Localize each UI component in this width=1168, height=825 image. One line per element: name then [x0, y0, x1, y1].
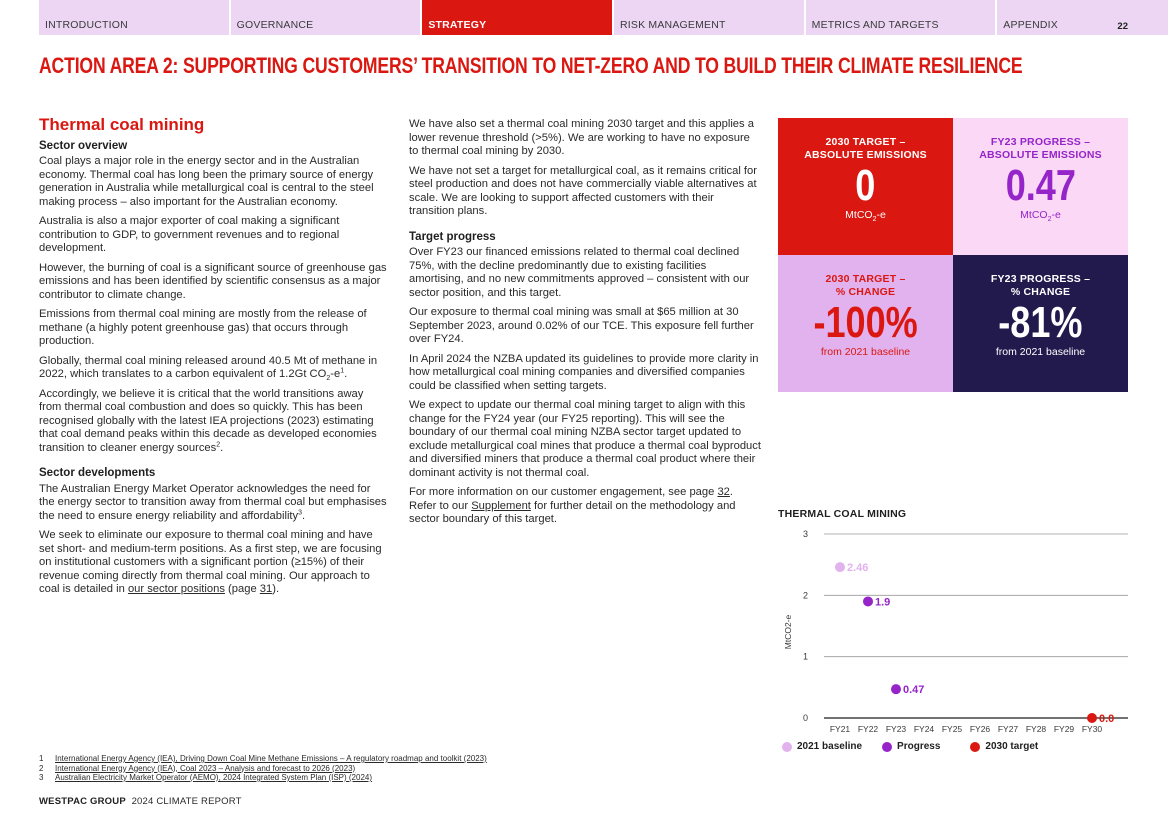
paragraph: Globally, thermal coal mining released around 40.5 Mt of methane in 2022, which translates to a carbon equivalent of 1.2Gt $CO_2-e^1$. [39, 354, 378, 383]
data-label: 0.47 [903, 684, 925, 697]
tab-appendix[interactable]: APPENDIX [997, 0, 1168, 35]
tile-value: -100% [813, 298, 918, 347]
subheading-sector-overview: Sector overview [39, 139, 128, 152]
tile-unit: from 2021 baseline [995, 346, 1086, 358]
tab-governance[interactable]: GOVERNANCE [231, 0, 421, 35]
legend-item-progress: Progress [882, 741, 940, 752]
footnote-link[interactable]: Australian Electricity Market Operator (AEMO), 2024 Integrated System Plan (ISP) (2024) [55, 773, 373, 782]
paragraph: However, the burning of coal is a significant source of greenhouse gas emissions and has been identified by scientific consensus as a major contributor to climate change. [39, 261, 387, 301]
y-tick-label: 1 [802, 651, 808, 662]
page-31-link[interactable]: 31 [259, 583, 273, 595]
paragraph: We have not set a target for metallurgical coal, as it remains critical for steel production and does not have commercially viable alternatives at scale. We are looking to support affected customers with their transition plans. [409, 164, 757, 217]
subheading-target-progress: Target progress [409, 230, 496, 243]
tile-value: 0.47 [1005, 161, 1076, 210]
footnote-ref[interactable]: 2 [216, 440, 221, 448]
legend-dot-icon [882, 742, 892, 752]
page-number: 22 [1117, 21, 1128, 32]
footnote-link[interactable]: International Energy Agency (IEA), Driving Down Coal Mine Methane Emissions – A regulatory roadmap and toolkit (2023) [55, 754, 487, 763]
paragraph: In April 2024 the NZBA updated its guidelines to provide more clarity in how metallurgical coal mining companies and diversified companies could be classified when setting targets. [409, 352, 759, 392]
page-footer: WESTPAC GROUP 2024 CLIMATE REPORT [39, 796, 242, 807]
sector-positions-link[interactable]: our sector positions [127, 583, 225, 595]
legend-dot-icon [970, 742, 980, 752]
chart-legend [782, 741, 1058, 752]
data-label: 2.46 [847, 562, 869, 575]
section-heading: Thermal coal mining [39, 115, 205, 134]
kpi-tile-2030-target-change [778, 255, 953, 392]
section-nav [39, 0, 1168, 35]
legend-item-baseline: 2021 baseline [782, 741, 862, 752]
tile-unit: MtCO$_2$-e [1020, 209, 1061, 224]
chart-title: THERMAL COAL MINING [778, 508, 907, 520]
paragraph: Coal plays a major role in the energy sector and in the Australian economy. Thermal coal has long been the primary source of energy generation in Australia while metallurgical coal is central to the steel making process – also important for the Australian economy. [39, 155, 374, 208]
x-tick-label: FY30 [1081, 724, 1103, 734]
tile-label: FY23 PROGRESS – % CHANGE [990, 273, 1091, 298]
y-axis-label: MtCO2-e [783, 614, 793, 650]
data-point [891, 684, 901, 694]
data-point [835, 562, 845, 572]
paragraph: We have also set a thermal coal mining 2030 target and this applies a lower revenue threshold (>5%). We are working to have no exposure to thermal coal mining by 2030. [409, 118, 754, 157]
paragraph: Our exposure to thermal coal mining was small at $65 million at 30 September 2023, around 0.02% of our TCE. This exposure fell further over FY24. [409, 306, 754, 345]
legend-item-2030-target: 2030 target [970, 741, 1038, 752]
paragraph: For more information on our customer engagement, see page 32. Refer to our Supplement for further detail on the methodology and sector boundary of this target. [409, 486, 736, 525]
paragraph: We expect to update our thermal coal mining target to align with this change for the FY24 year (our FY25 reporting). This will see the boundary of our thermal coal mining NZBA sector target updated to exclude metallurgical coal mines that produce a thermal coal byproduct and diversified miners that produce a thermal coal product where their dominant activity is not thermal coal. [409, 399, 761, 479]
x-tick-label: FY29 [1053, 724, 1075, 734]
kpi-tile-fy23-progress-change [953, 255, 1128, 392]
tile-label: 2030 TARGET – ABSOLUTE EMISSIONS [804, 136, 927, 161]
footnote: 3 Australian Electricity Market Operator (AEMO), 2024 Integrated System Plan (ISP) (2024) [39, 773, 373, 782]
data-point [1087, 713, 1097, 723]
tab-metrics-and-targets[interactable]: METRICS AND TARGETS [806, 0, 996, 35]
tile-unit: from 2021 baseline [820, 346, 911, 358]
tile-label: FY23 PROGRESS – ABSOLUTE EMISSIONS [979, 136, 1102, 161]
footnote: 1 International Energy Agency (IEA), Driving Down Coal Mine Methane Emissions – A regulatory roadmap and toolkit (2023) [39, 754, 487, 763]
data-point [863, 596, 873, 606]
footnotes [39, 754, 487, 783]
data-label: 0.0 [1099, 713, 1115, 725]
tile-label: 2030 TARGET – % CHANGE [825, 273, 906, 298]
footnote: 2 International Energy Agency (IEA), Coal 2023 – Analysis and forecast to 2026 (2023) [39, 763, 356, 773]
left-column [39, 115, 387, 603]
data-label: 1.9 [875, 596, 891, 609]
x-tick-label: FY21 [829, 724, 851, 734]
y-tick-label: 0 [802, 713, 808, 723]
tab-strategy[interactable]: STRATEGY [422, 0, 612, 35]
legend-dot-icon [782, 742, 792, 752]
page-32-link[interactable]: 32 [717, 486, 730, 498]
paragraph: We seek to eliminate our exposure to thermal coal mining and have set short- and medium-term positions. As a first step, we are focusing on institutional customers with a significant portion (≥15%) of their revenue coming directly from thermal coal mining. Our approach to coal is detailed in our sector positions (page 31). [39, 529, 382, 595]
supplement-link[interactable]: Supplement [471, 499, 531, 512]
footnote-link[interactable]: International Energy Agency (IEA), Coal 2023 – Analysis and forecast to 2026 (2023) [55, 763, 356, 773]
paragraph: Emissions from thermal coal mining are mostly from the release of methane (a highly potent greenhouse gas) that occurs through production. [39, 308, 367, 347]
x-tick-label: FY28 [1025, 724, 1047, 734]
tile-value: -81% [998, 298, 1083, 347]
x-tick-label: FY24 [913, 724, 935, 734]
subheading-sector-developments: Sector developments [39, 467, 156, 479]
tab-introduction[interactable]: INTRODUCTION [39, 0, 229, 35]
y-tick-label: 2 [802, 590, 808, 601]
x-tick-label: FY27 [997, 724, 1019, 734]
y-tick-label: 3 [802, 529, 808, 539]
page-title: ACTION AREA 2: SUPPORTING CUSTOMERS’ TRANSITION TO NET-ZERO AND TO BUILD THEIR CLIMATE RESILIENCE [39, 53, 1023, 78]
paragraph: The Australian Energy Market Operator acknowledges the need for the energy sector to transition away from thermal coal but emphasises the need to ensure energy reliability and affordability$^3$. [39, 482, 387, 522]
x-tick-label: FY23 [885, 724, 907, 734]
x-tick-label: FY25 [941, 724, 963, 734]
thermal-coal-chart [778, 522, 1138, 737]
tile-value: 0 [855, 161, 876, 210]
kpi-tile-2030-target-absolute [778, 118, 953, 255]
paragraph: Australia is also a major exporter of coal making a significant contribution to GDP, to government revenues and to regional development. [39, 215, 340, 254]
kpi-tile-fy23-progress-absolute [953, 118, 1128, 255]
paragraph: Accordingly, we believe it is critical that the world transitions away from thermal coal combustion and does so quickly. This has been recognised globally with the latest IEA projections (2023) estimating that coal demand peaks within this decade as developed economies transition to cleaner energy sources$^2$. [39, 387, 377, 454]
paragraph: Over FY23 our financed emissions related to thermal coal declined 75%, with the decline predominantly due to existing facilities amortising, and no new commitments approved – consistent with our sector position, and this target. [409, 246, 750, 299]
tile-unit: MtCO$_2$-e [845, 209, 886, 224]
tab-risk-management[interactable]: RISK MANAGEMENT [614, 0, 804, 35]
x-tick-label: FY26 [969, 724, 991, 734]
middle-column [409, 118, 761, 533]
footnote-ref[interactable]: 3 [298, 508, 303, 516]
footnote-ref[interactable]: 1 [340, 367, 345, 375]
x-tick-label: FY22 [857, 724, 879, 734]
